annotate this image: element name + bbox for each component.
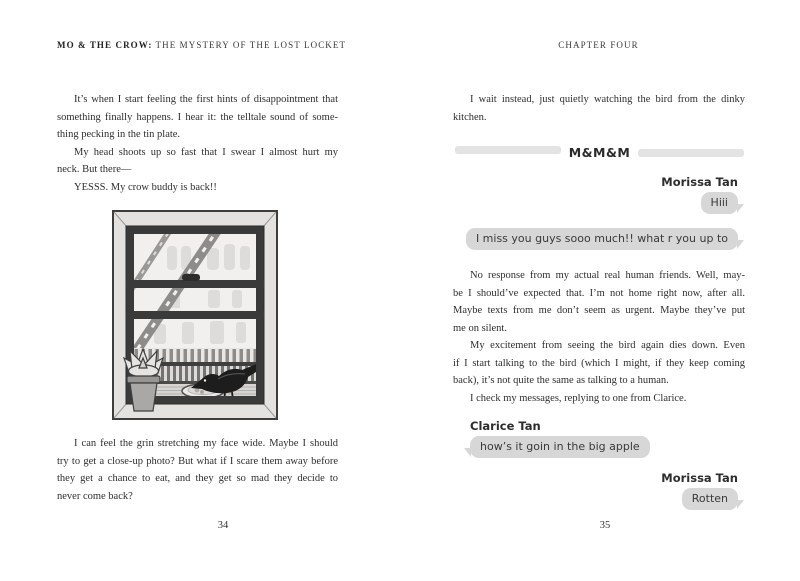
text-line: neck. But there— <box>57 164 132 175</box>
chat-sender-row <box>453 471 738 485</box>
chat-thread-banner <box>455 145 744 159</box>
text-line: they get a chance to eat, and they get so mad they decide to <box>57 473 338 484</box>
chat-message-row <box>453 228 738 250</box>
left-body-text-lower <box>57 435 338 505</box>
bubble-tail-icon <box>737 500 744 509</box>
chat-thread-title: M&M&M <box>568 144 631 160</box>
chat-message-text: Rotten <box>691 492 728 505</box>
text-line: No response from my actual real human friends. Well, may- <box>470 270 745 281</box>
page-number-left: 34 <box>217 520 229 531</box>
banner-bar-right <box>638 149 744 157</box>
text-line: I can feel the grin stretching my face wide. Maybe I should <box>74 438 338 449</box>
chat-message-text: I miss you guys sooo much!! what r you up to <box>475 232 728 245</box>
text-line: kitchen. <box>453 111 487 123</box>
left-running-head <box>57 40 347 50</box>
chat-message-row <box>453 488 738 510</box>
chat-sender-row <box>470 419 755 433</box>
chat-sender-name: Clarice Tan <box>470 419 541 433</box>
text-line: back), it’s not quite the same as talking to a human. <box>453 375 669 386</box>
text-line: My excitement from seeing the bird again dies down. Even <box>470 340 745 351</box>
text-line: be I should’ve expected that. I’m not home right now, after all. <box>453 287 745 299</box>
right-body-text-2 <box>453 267 745 407</box>
chat-message-text: Hiii <box>710 196 728 209</box>
chat-bubble <box>701 192 738 214</box>
text-line: if I start talking to the bird (which I might, if they keep coming <box>453 357 745 369</box>
window-latch <box>182 274 200 281</box>
bubble-tail-icon <box>464 448 471 457</box>
chat-bubble <box>470 436 650 458</box>
right-running-head: CHAPTER FOUR <box>558 40 639 50</box>
text-line: never come back? <box>57 490 133 502</box>
text-line: It’s when I start feeling the first hints of disappointment that <box>74 94 338 105</box>
left-body-text <box>57 91 338 196</box>
chat-message-row <box>470 436 755 458</box>
page-number-right: 35 <box>599 520 611 531</box>
chat-sender-name: Morissa Tan <box>661 175 738 189</box>
text-line: I wait instead, just quietly watching the bird from the dinky <box>470 94 745 105</box>
running-head-book-title: THE MYSTERY OF THE LOST LOCKET <box>155 40 347 50</box>
chat-sender-row <box>453 175 738 189</box>
bubble-tail-icon <box>737 240 744 249</box>
text-line: try to get a close-up photo? But what if I scare them away before <box>57 455 338 467</box>
text-line: me on silent. <box>453 322 507 334</box>
text-line: My head shoots up so fast that I swear I almost hurt my <box>74 146 338 158</box>
window-crow-illustration <box>112 210 278 420</box>
text-line: I check my messages, replying to one from Clarice. <box>470 392 687 404</box>
chat-bubble <box>682 488 738 510</box>
chat-message-text: how’s it goin in the big apple <box>480 440 640 453</box>
chat-message-row <box>453 192 738 214</box>
chat-bubble <box>466 228 738 250</box>
right-body-text-1 <box>453 91 745 126</box>
running-head-series-title: MO & THE CROW: <box>57 40 153 50</box>
banner-bar-left <box>455 146 561 154</box>
chat-sender-name: Morissa Tan <box>661 471 738 485</box>
bubble-tail-icon <box>737 204 744 213</box>
text-line: Maybe texts from me don’t seem as urgent. Maybe they’ve put <box>453 305 745 316</box>
text-line: thing pecking in the tin plate. <box>57 129 181 140</box>
text-line: something finally happens. I hear it: the telltale sound of some- <box>57 111 338 123</box>
text-line: YESSS. My crow buddy is back!! <box>74 181 217 193</box>
